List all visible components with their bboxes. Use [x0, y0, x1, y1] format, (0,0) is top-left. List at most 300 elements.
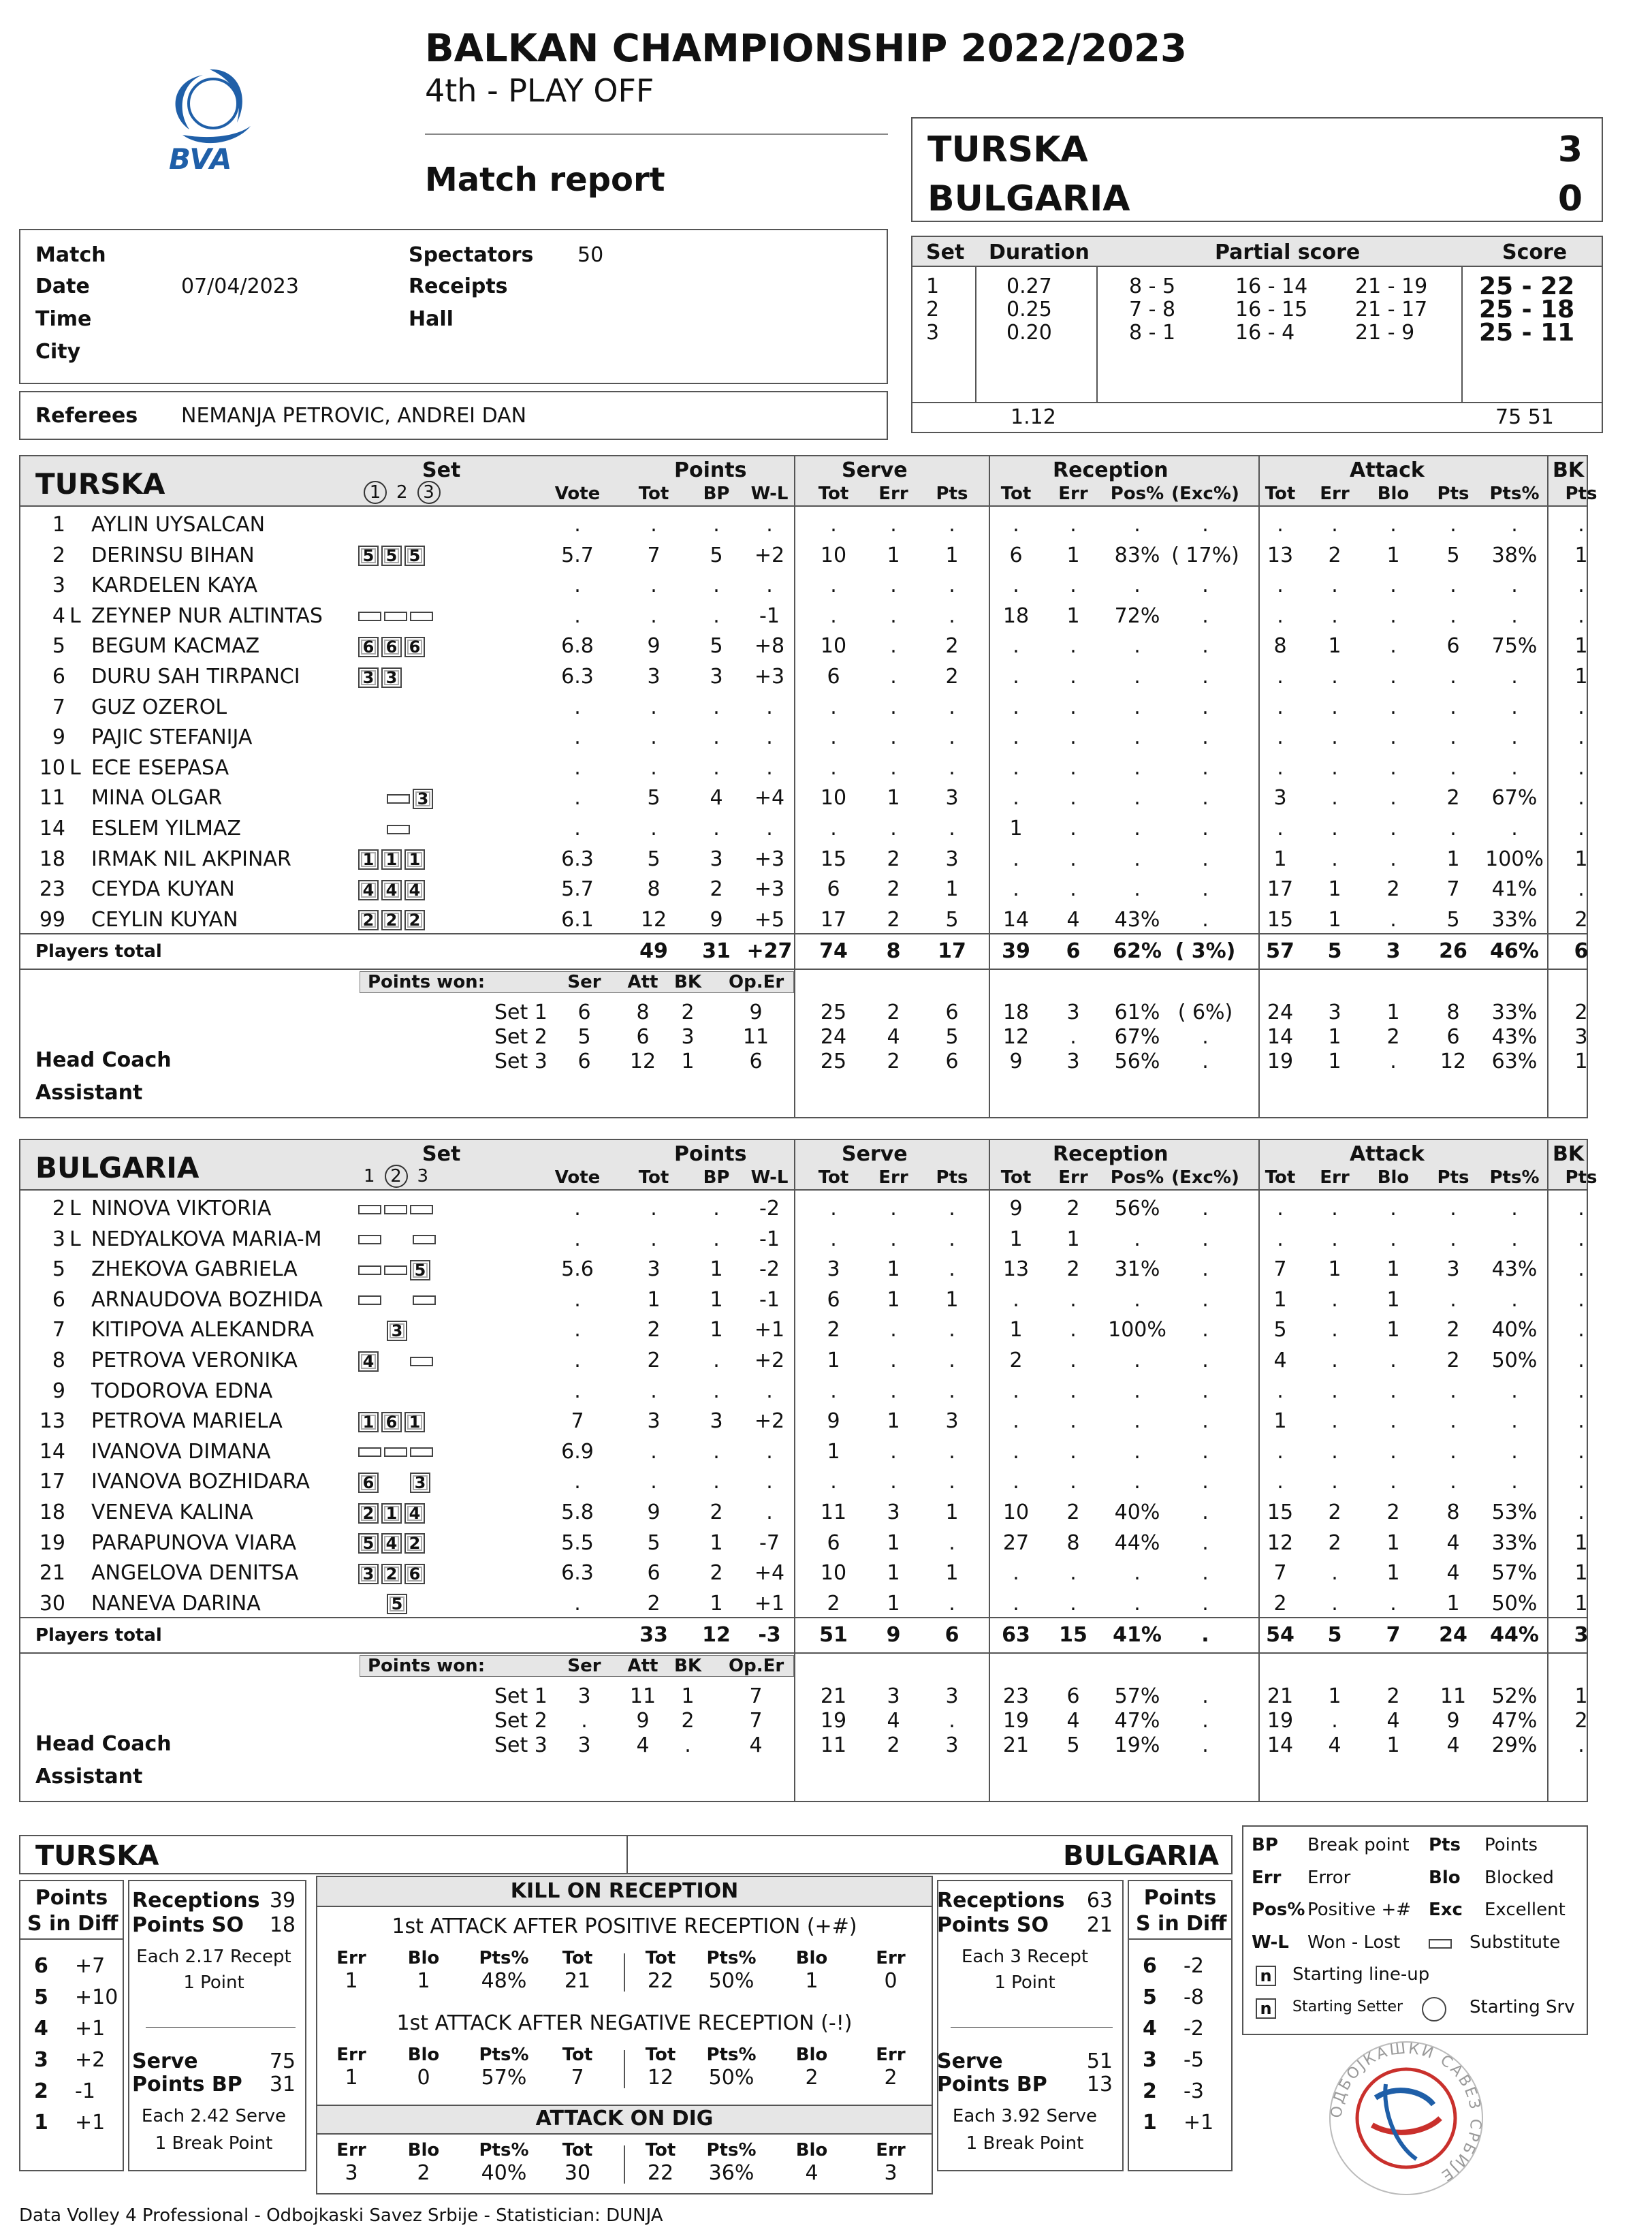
stat-cell: 44%: [1114, 1530, 1160, 1555]
kill-header: Tot: [645, 2045, 676, 2065]
rotation-diff: -5: [1184, 2048, 1204, 2072]
hall-label: Hall: [409, 307, 454, 331]
legend-desc: Break point: [1307, 1835, 1410, 1855]
stat-cell: .: [650, 573, 657, 598]
stat-cell: 40%: [1114, 1500, 1160, 1524]
stat-cell: .: [1331, 513, 1338, 537]
stat-cell: .: [1202, 1379, 1209, 1403]
player-number: 6: [52, 1287, 65, 1312]
substitute-icon: [410, 1205, 433, 1214]
stat-cell: .: [1578, 1318, 1585, 1342]
set-stat-cell: .: [1202, 1684, 1209, 1708]
stat-cell: .: [1450, 1409, 1457, 1434]
stat-cell: .: [1070, 755, 1077, 780]
stat-cell: .: [1202, 786, 1209, 811]
rotation-position: 2: [34, 2079, 48, 2103]
substitute-icon: [384, 1447, 407, 1457]
col-header: Tot: [1265, 1167, 1296, 1188]
set-2-col-0: 2: [926, 298, 940, 321]
starting-position: 3: [413, 789, 433, 809]
stat-cell: 11: [820, 1500, 847, 1524]
stat-cell: .: [1390, 665, 1397, 689]
rotation-diff: +1: [75, 2111, 106, 2135]
stat-cell: .: [1390, 1227, 1397, 1251]
points-won-header: Att: [627, 1656, 658, 1676]
home-team-name: TURSKA: [927, 129, 1088, 170]
stat-cell: 1: [945, 1500, 959, 1524]
stat-cell: .: [949, 1227, 955, 1251]
player-name: IVANOVA DIMANA: [91, 1439, 271, 1464]
stat-cell: 1: [1066, 543, 1080, 567]
total-cell: 15: [1059, 1623, 1087, 1647]
stat-cell: 6.3: [561, 1561, 594, 1586]
kill-value: 2: [417, 2161, 430, 2185]
stat-cell: .: [1202, 1561, 1209, 1586]
svg-text:ОДБОЈКАШКИ САВЕЗ СРБИЈЕ: ОДБОЈКАШКИ САВЕЗ СРБИЈЕ: [1328, 2040, 1484, 2185]
player-number: 2: [52, 543, 65, 567]
player-number: 14: [39, 817, 65, 840]
stat-cell: 53%: [1491, 1500, 1538, 1524]
player-set-positions: [358, 1349, 436, 1372]
stat-cell: .: [1070, 1287, 1077, 1312]
stat-cell: .: [766, 573, 773, 598]
stat-cell: .: [1331, 1379, 1338, 1403]
kill-header: Pts%: [479, 2045, 529, 2065]
substitute-icon: [410, 612, 433, 621]
stat-cell: 3: [710, 1409, 723, 1434]
kill-value: 22: [647, 1969, 674, 1993]
kill-header: Tot: [645, 2140, 676, 2160]
stat-cell: .: [1578, 817, 1585, 840]
col-header: Err: [1058, 1167, 1088, 1188]
kill-value: 3: [345, 2161, 358, 2185]
substitute-icon: [358, 1205, 381, 1214]
starting-position: 3: [387, 1321, 407, 1341]
stat-cell: .: [1390, 847, 1397, 871]
points-won-cell: 9: [636, 1709, 650, 1733]
kill-value: 40%: [481, 2161, 527, 2185]
header-points: Points: [674, 1142, 747, 1166]
points-won-cell: 6: [577, 1050, 591, 1073]
kill-value: 1: [345, 2066, 358, 2090]
stat-cell: 5.7: [561, 877, 594, 902]
stat-cell: 1: [945, 1287, 959, 1312]
stat-cell: 1: [1574, 847, 1588, 871]
set-stat-cell: 57%: [1114, 1684, 1160, 1708]
stat-cell: .: [1450, 665, 1457, 689]
stat-cell: .: [830, 1197, 837, 1221]
referees-names: NEMANJA PETROVIC, ANDREI DAN: [181, 404, 527, 428]
starting-position: 6: [358, 1473, 379, 1493]
set-row-label: Set 1: [494, 1684, 547, 1708]
stat-cell: .: [1134, 695, 1141, 719]
stat-cell: .: [1277, 725, 1284, 750]
stat-cell: 100%: [1485, 847, 1544, 871]
rotation-diff: -1: [75, 2079, 95, 2103]
player-set-positions: [358, 817, 441, 840]
set-stat-cell: 2: [1574, 1001, 1588, 1024]
kill-value: 22: [647, 2161, 674, 2185]
time-label: Time: [35, 307, 92, 331]
each-serve: Each 2.42 Serve: [141, 2106, 287, 2126]
serve-count: 51: [1086, 2049, 1113, 2073]
kill-header: Pts%: [706, 1948, 757, 1968]
kill-value: 48%: [481, 1969, 527, 1993]
spectators-label: Spectators: [409, 243, 534, 267]
stat-cell: .: [1202, 1409, 1209, 1434]
stat-cell: .: [890, 603, 897, 628]
hline: [1128, 1938, 1233, 1940]
stat-cell: ( 17%): [1171, 543, 1239, 567]
stat-cell: 5: [945, 907, 959, 932]
one-point: 1 Point: [994, 1972, 1055, 1993]
serbian-federation-seal: [1321, 2036, 1491, 2200]
stat-cell: .: [949, 1530, 955, 1555]
points-won-cell: 6: [577, 1001, 591, 1024]
legend-desc: Starting line-up: [1292, 1964, 1430, 1985]
stat-cell: .: [1070, 665, 1077, 689]
stat-cell: 2: [945, 665, 959, 689]
kill-header: Err: [336, 1948, 366, 1968]
match-label: Match: [35, 243, 106, 267]
player-number: 7: [52, 695, 65, 719]
col-header: Err: [1058, 484, 1088, 504]
stat-cell: 5: [647, 847, 661, 871]
col-header: Tot: [638, 484, 669, 504]
total-cell: 51: [819, 1623, 848, 1647]
kill-header: Err: [336, 2045, 366, 2065]
stat-cell: .: [1070, 513, 1077, 537]
stat-cell: .: [1277, 665, 1284, 689]
stat-cell: .: [1277, 817, 1284, 840]
serve-label: Serve: [132, 2049, 198, 2073]
stat-cell: 7: [1273, 1561, 1287, 1586]
kill-value: 1: [805, 1969, 819, 1993]
header-bk: BK: [1553, 1142, 1585, 1166]
points-won-header: Op.Er: [729, 1656, 784, 1676]
stat-cell: .: [1202, 725, 1209, 750]
set-stat-cell: 52%: [1491, 1684, 1538, 1708]
stat-cell: .: [949, 1379, 955, 1403]
stat-cell: 2: [887, 907, 900, 932]
stat-cell: .: [949, 1470, 955, 1494]
set-stat-cell: 23: [1002, 1684, 1030, 1708]
stat-cell: .: [1331, 1287, 1338, 1312]
kill-header: Pts%: [706, 2045, 757, 2065]
player-set-positions: [358, 1289, 439, 1312]
stat-cell: 2: [887, 877, 900, 902]
stat-cell: .: [713, 725, 720, 750]
set-mark-2: 2: [396, 482, 408, 503]
player-number: 11: [39, 786, 65, 811]
stat-cell: 8: [647, 877, 661, 902]
col-header: Pos%: [1110, 484, 1164, 504]
receipts-label: Receipts: [409, 274, 508, 298]
col-header: Tot: [1000, 484, 1032, 504]
stat-cell: 7: [571, 1409, 584, 1434]
set-stat-cell: 1: [1328, 1025, 1341, 1049]
player-name: PETROVA MARIELA: [91, 1409, 283, 1434]
set-stat-cell: 56%: [1114, 1050, 1160, 1073]
rotation-position: 5: [34, 1985, 48, 2009]
stat-cell: .: [1070, 786, 1077, 811]
col-header: W-L: [750, 484, 789, 504]
stat-cell: 5.6: [561, 1257, 594, 1282]
set-mark-2: 2: [385, 1165, 408, 1188]
substitute-icon: [384, 1265, 407, 1275]
stat-cell: 4: [1273, 1349, 1287, 1372]
stat-cell: 5: [710, 543, 723, 567]
stat-cell: +4: [754, 1561, 785, 1586]
kill-value: 50%: [708, 2066, 754, 2090]
stat-cell: .: [1331, 1439, 1338, 1464]
stat-cell: .: [574, 1318, 581, 1342]
kill-value: 1: [345, 1969, 358, 1993]
starting-position: 6: [404, 1564, 425, 1584]
stat-cell: 6.8: [561, 634, 594, 659]
substitute-icon: [358, 1295, 381, 1305]
player-set-positions: [358, 787, 436, 810]
col-header: Err: [878, 1167, 908, 1188]
substitute-icon: [387, 794, 410, 804]
set-stat-cell: 3: [1066, 1050, 1080, 1073]
stat-cell: 2: [1273, 1591, 1287, 1616]
stat-cell: .: [1511, 755, 1518, 780]
stat-cell: 2: [1066, 1197, 1080, 1221]
stat-cell: .: [1578, 755, 1585, 780]
rotation-position: 2: [1143, 2079, 1157, 2103]
player-number: 14: [39, 1439, 65, 1464]
stat-cell: .: [1578, 573, 1585, 598]
points-bp-label: Points BP: [132, 2073, 242, 2096]
stat-cell: 6: [827, 665, 840, 689]
stat-cell: 1: [1009, 817, 1023, 840]
divider: [146, 2027, 296, 2028]
stat-cell: .: [1134, 1439, 1141, 1464]
player-set-positions: [358, 1319, 439, 1342]
stat-cell: .: [1202, 1318, 1209, 1342]
total-cell: 26: [1439, 939, 1467, 963]
stat-cell: .: [1390, 1591, 1397, 1616]
player-name: NANEVA DARINA: [91, 1591, 261, 1616]
stat-cell: .: [1134, 755, 1141, 780]
total-cell: 49: [639, 939, 668, 963]
stat-cell: +1: [754, 1318, 785, 1342]
header-serve: Serve: [842, 458, 908, 482]
rotation-diff: +1: [75, 2017, 106, 2041]
home-sets-won: 3: [1557, 129, 1583, 170]
starting-position: 2: [358, 910, 379, 930]
starting-position: 1: [404, 1412, 425, 1432]
stat-cell: 6: [1446, 634, 1460, 659]
stat-cell: 3: [887, 1500, 900, 1524]
stat-cell: 13: [1267, 543, 1294, 567]
set-stat-cell: 21: [1267, 1684, 1294, 1708]
player-name: NINOVA VIKTORIA: [91, 1197, 272, 1221]
stat-cell: 1: [1574, 1530, 1588, 1555]
stat-cell: .: [1331, 573, 1338, 598]
points-won-cell: 11: [742, 1025, 769, 1049]
header-reception: Reception: [1053, 1142, 1169, 1166]
stat-cell: .: [1511, 1227, 1518, 1251]
players-total-label: Players total: [35, 1625, 162, 1646]
stat-cell: 67%: [1491, 786, 1538, 811]
stat-cell: 43%: [1491, 1257, 1538, 1282]
stat-cell: .: [1013, 634, 1019, 659]
stat-cell: .: [890, 725, 897, 750]
kill-value: 57%: [481, 2066, 527, 2090]
col-header: Tot: [1000, 1167, 1032, 1188]
set-stat-cell: .: [949, 1709, 955, 1733]
away-sets-won: 0: [1557, 178, 1583, 219]
stat-cell: 75%: [1491, 634, 1538, 659]
stat-cell: .: [650, 1227, 657, 1251]
starting-position: 3: [381, 667, 402, 688]
stat-cell: .: [650, 695, 657, 719]
col-header: Pts: [936, 1167, 968, 1188]
set-stat-cell: 11: [820, 1733, 847, 1757]
stat-cell: 3: [945, 1409, 959, 1434]
stat-cell: .: [1511, 573, 1518, 598]
player-number: 9: [52, 1379, 65, 1403]
sets-header-set: Set: [926, 240, 965, 264]
player-set-positions: [358, 1380, 444, 1403]
stat-cell: .: [1331, 1470, 1338, 1494]
substitute-icon: [410, 1357, 433, 1366]
stat-cell: .: [1578, 1349, 1585, 1372]
points-won-header: Op.Er: [729, 972, 784, 992]
stat-cell: .: [766, 725, 773, 750]
stat-cell: .: [1511, 603, 1518, 628]
player-name: TODOROVA EDNA: [91, 1379, 273, 1403]
stat-cell: .: [1331, 1409, 1338, 1434]
stat-cell: 1: [1446, 847, 1460, 871]
set-stat-cell: 2: [1386, 1684, 1400, 1708]
player-number: 1: [52, 513, 65, 537]
stat-cell: .: [1390, 1439, 1397, 1464]
stat-cell: .: [650, 1470, 657, 1494]
s-in-label: S in: [1136, 1912, 1179, 1936]
stat-cell: .: [766, 1470, 773, 1494]
stat-cell: .: [1331, 1591, 1338, 1616]
stat-cell: 5: [1273, 1318, 1287, 1342]
set-stat-cell: 3: [1066, 1001, 1080, 1024]
sets-header-partial: Partial score: [1215, 240, 1361, 264]
total-cell: 7: [1386, 1623, 1401, 1647]
stat-cell: 3: [1446, 1257, 1460, 1282]
points-label: Points: [35, 1886, 108, 1910]
stat-cell: .: [766, 695, 773, 719]
hline: [19, 933, 1588, 934]
stat-cell: 2: [1066, 1500, 1080, 1524]
stat-cell: 1: [1574, 1561, 1588, 1586]
stat-cell: .: [1013, 695, 1019, 719]
kill-header: Err: [876, 1948, 906, 1968]
stat-cell: .: [1070, 1409, 1077, 1434]
player-set-positions: [358, 696, 444, 719]
set-3-col-1: 0.20: [1006, 321, 1052, 345]
set-1-col-2: 8 - 5: [1129, 274, 1176, 298]
summary-away: BULGARIA: [1063, 1840, 1219, 1872]
points-won-cell: 12: [629, 1050, 656, 1073]
stat-cell: .: [650, 755, 657, 780]
stat-cell: .: [1390, 1470, 1397, 1494]
stat-cell: .: [949, 695, 955, 719]
date-label: Date: [35, 274, 90, 298]
set-stat-cell: 29%: [1491, 1733, 1538, 1757]
set-stat-cell: 47%: [1114, 1709, 1160, 1733]
player-number: 8: [52, 1349, 65, 1372]
stat-cell: -1: [759, 1227, 780, 1251]
stat-cell: .: [1331, 817, 1338, 840]
legend-desc: Excellent: [1484, 1900, 1566, 1920]
stat-cell: 1: [945, 543, 959, 567]
set-stat-cell: 3: [887, 1684, 900, 1708]
player-set-positions: [358, 909, 428, 932]
points-so-label: Points SO: [132, 1913, 244, 1937]
stat-cell: .: [1511, 1287, 1518, 1312]
libero-mark: L: [69, 755, 81, 780]
points-won-cell: 2: [681, 1709, 695, 1733]
stat-cell: 1: [1328, 1257, 1341, 1282]
col-header: Err: [1320, 484, 1350, 504]
stat-cell: .: [574, 1197, 581, 1221]
stat-cell: .: [1450, 603, 1457, 628]
stat-cell: 1: [710, 1530, 723, 1555]
set-stat-cell: 61%: [1114, 1001, 1160, 1024]
stat-cell: .: [949, 1257, 955, 1282]
stat-cell: .: [949, 817, 955, 840]
player-set-positions: [358, 1470, 433, 1494]
stat-cell: 9: [827, 1409, 840, 1434]
total-cell: 24: [1439, 1623, 1467, 1647]
set-stat-cell: 1: [1328, 1684, 1341, 1708]
total-duration: 1.12: [1011, 405, 1056, 429]
stat-cell: .: [574, 1379, 581, 1403]
points-won-header: Ser: [567, 1656, 601, 1676]
player-name: ARNAUDOVA BOZHIDA: [91, 1287, 323, 1312]
stat-cell: 1: [1328, 877, 1341, 902]
player-name: BEGUM KACMAZ: [91, 634, 260, 659]
championship-title: BALKAN CHAMPIONSHIP 2022/2023: [425, 27, 1187, 71]
player-set-positions: [358, 1592, 439, 1616]
kill-value: 7: [571, 2066, 584, 2090]
stat-cell: .: [1134, 1349, 1141, 1372]
kill-header: Blo: [795, 2140, 828, 2160]
stat-cell: .: [1202, 603, 1209, 628]
col-header: Pts: [1565, 484, 1598, 504]
stat-cell: -2: [759, 1257, 780, 1282]
set-2-col-2: 7 - 8: [1129, 298, 1176, 321]
stat-cell: .: [713, 755, 720, 780]
stat-cell: .: [1277, 513, 1284, 537]
stat-cell: .: [1390, 786, 1397, 811]
player-name: ESLEM YILMAZ: [91, 817, 241, 840]
stat-cell: .: [1450, 695, 1457, 719]
starting-position: 2: [381, 910, 402, 930]
substitute-icon: [384, 1205, 407, 1214]
stat-cell: 1: [1386, 1257, 1400, 1282]
starting-position: 4: [358, 880, 379, 900]
stat-cell: +3: [754, 665, 785, 689]
rotation-position: 1: [34, 2111, 48, 2135]
stat-cell: .: [574, 1591, 581, 1616]
stat-cell: 2: [1328, 1500, 1341, 1524]
rotation-diff: -2: [1184, 1954, 1204, 1978]
player-number: 3: [52, 573, 65, 598]
head-coach-label: Head Coach: [35, 1732, 172, 1756]
starting-position: 4: [404, 880, 425, 900]
